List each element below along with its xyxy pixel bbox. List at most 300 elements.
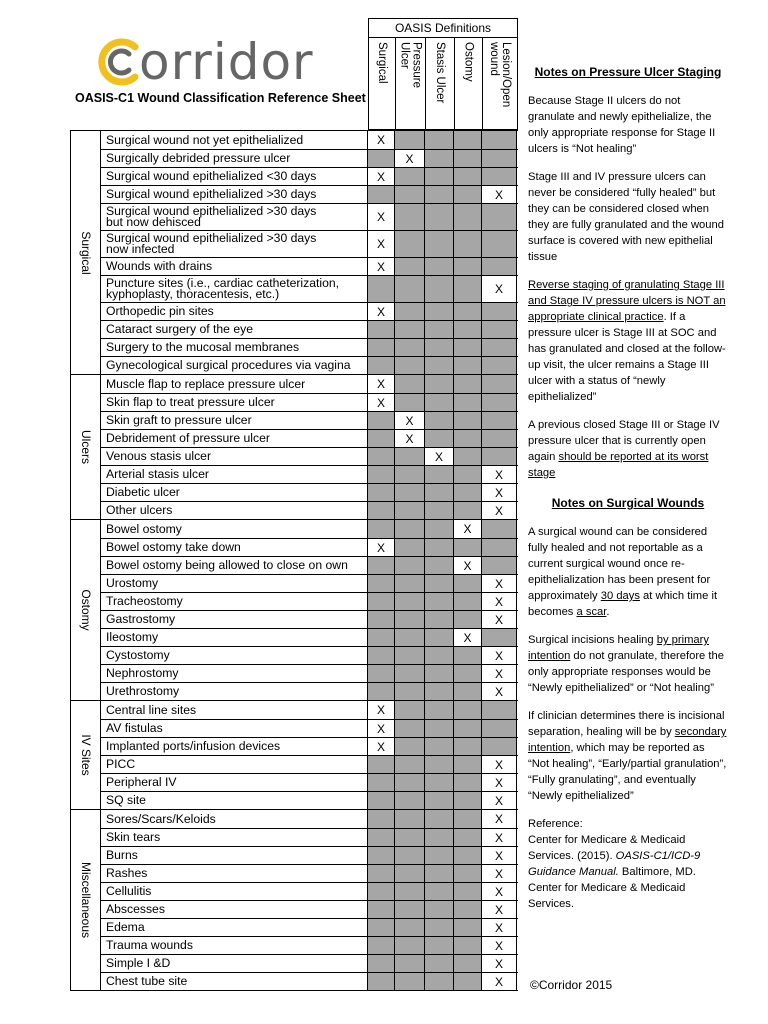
classification-cell xyxy=(454,502,482,519)
column-header-lesion-open-wound: Lesion/Open wound xyxy=(482,37,518,130)
section-label: IV Sites xyxy=(70,701,101,809)
classification-cell: X xyxy=(482,665,517,682)
row-label: AV fistulas xyxy=(101,720,368,737)
classification-cell: X xyxy=(368,168,395,185)
table-row xyxy=(101,257,518,275)
classification-cell xyxy=(454,919,482,936)
classification-cell xyxy=(425,204,454,230)
classification-cell xyxy=(482,720,517,737)
classification-cell xyxy=(395,774,425,791)
row-label: Ileostomy xyxy=(101,629,368,646)
classification-cell xyxy=(454,955,482,972)
classification-cell xyxy=(454,810,482,828)
row-label: Nephrostomy xyxy=(101,665,368,682)
section-surgical xyxy=(70,130,518,375)
classification-cell xyxy=(425,937,454,954)
classification-cell xyxy=(395,955,425,972)
classification-cell xyxy=(395,792,425,809)
classification-cell xyxy=(425,231,454,257)
classification-cell xyxy=(425,792,454,809)
classification-cell: X xyxy=(482,186,517,203)
classification-cell xyxy=(454,973,482,990)
table-row xyxy=(101,610,518,628)
table-row xyxy=(101,719,518,737)
classification-cell xyxy=(454,829,482,846)
classification-cell xyxy=(395,357,425,374)
classification-cell: X xyxy=(368,394,395,411)
classification-cell xyxy=(482,394,517,411)
row-label: Venous stasis ulcer xyxy=(101,448,368,465)
classification-cell xyxy=(425,901,454,918)
classification-cell xyxy=(482,738,517,755)
section-label: Ulcers xyxy=(70,375,101,519)
classification-cell: X xyxy=(482,276,517,302)
table-row xyxy=(101,447,518,465)
table-row xyxy=(101,882,518,900)
classification-cell xyxy=(368,883,395,900)
classification-cell: X xyxy=(482,484,517,501)
classification-cell xyxy=(454,258,482,275)
table-row xyxy=(101,520,518,538)
classification-cell: X xyxy=(395,430,425,447)
classification-cell xyxy=(454,865,482,882)
classification-cell xyxy=(368,357,395,374)
classification-cell xyxy=(395,738,425,755)
classification-cell xyxy=(454,611,482,628)
classification-cell xyxy=(454,131,482,149)
classification-cell xyxy=(454,683,482,700)
row-label: SQ site xyxy=(101,792,368,809)
classification-cell xyxy=(395,204,425,230)
row-label: Surgical wound epithelialized >30 days xyxy=(101,186,368,203)
classification-cell xyxy=(368,575,395,592)
classification-cell xyxy=(425,258,454,275)
pressure-ulcer-note-4: A previous closed Stage III or Stage IV pressure ulcer that is currently open again should be reported at its worst stage xyxy=(528,419,720,479)
classification-cell xyxy=(425,683,454,700)
column-header-stasis-ulcer: Stasis Ulcer xyxy=(425,37,455,130)
classification-cell xyxy=(454,937,482,954)
row-label: Surgically debrided pressure ulcer xyxy=(101,150,368,167)
table-row xyxy=(101,864,518,882)
classification-cell xyxy=(425,276,454,302)
classification-cell xyxy=(368,973,395,990)
classification-cell xyxy=(368,901,395,918)
classification-cell: X xyxy=(482,575,517,592)
classification-cell xyxy=(395,629,425,646)
table-row xyxy=(101,810,518,828)
classification-cell xyxy=(454,883,482,900)
classification-cell xyxy=(395,847,425,864)
notes-column xyxy=(528,64,728,912)
table-row xyxy=(101,574,518,592)
classification-cell xyxy=(368,186,395,203)
classification-cell xyxy=(368,810,395,828)
table-row xyxy=(101,936,518,954)
classification-cell xyxy=(425,919,454,936)
classification-cell: X xyxy=(368,258,395,275)
classification-cell xyxy=(425,865,454,882)
classification-cell xyxy=(368,919,395,936)
table-row xyxy=(101,356,518,374)
classification-cell xyxy=(395,575,425,592)
row-label: Bowel ostomy xyxy=(101,520,368,538)
classification-cell xyxy=(454,231,482,257)
classification-cell: X xyxy=(368,539,395,556)
classification-cell: X xyxy=(482,919,517,936)
row-label: Bowel ostomy being allowed to close on own xyxy=(101,557,368,574)
row-label: Cataract surgery of the eye xyxy=(101,321,368,338)
row-label: Surgical wound epithelialized <30 days xyxy=(101,168,368,185)
classification-cell xyxy=(425,430,454,447)
section-label: Surgical xyxy=(70,131,101,374)
classification-cell xyxy=(395,973,425,990)
classification-cell xyxy=(425,375,454,393)
classification-cell: X xyxy=(454,557,482,574)
classification-cell xyxy=(482,430,517,447)
classification-cell xyxy=(395,448,425,465)
classification-cell xyxy=(482,357,517,374)
table-row xyxy=(101,846,518,864)
classification-cell xyxy=(368,557,395,574)
table-row xyxy=(101,302,518,320)
classification-cell: X xyxy=(368,738,395,755)
classification-cell xyxy=(482,557,517,574)
classification-cell xyxy=(482,321,517,338)
section-label: Miscellaneous xyxy=(70,810,101,990)
table-row xyxy=(101,429,518,447)
row-label: Muscle flap to replace pressure ulcer xyxy=(101,375,368,393)
classification-cell xyxy=(425,357,454,374)
classification-cell xyxy=(368,647,395,664)
classification-cell xyxy=(368,412,395,429)
table-row xyxy=(101,465,518,483)
classification-cell xyxy=(425,321,454,338)
row-label: Bowel ostomy take down xyxy=(101,539,368,556)
classification-cell xyxy=(425,303,454,320)
classification-cell xyxy=(368,339,395,356)
classification-cell: X xyxy=(368,204,395,230)
classification-cell: X xyxy=(368,231,395,257)
row-label: Cystostomy xyxy=(101,647,368,664)
classification-cell xyxy=(425,973,454,990)
classification-cell xyxy=(454,792,482,809)
classification-cell xyxy=(454,539,482,556)
classification-cell xyxy=(425,150,454,167)
wound-classification-table xyxy=(70,130,518,991)
oasis-definitions-header: OASIS Definitions xyxy=(368,18,518,38)
row-label: Diabetic ulcer xyxy=(101,484,368,501)
section-ostomy xyxy=(70,520,518,701)
classification-cell xyxy=(368,865,395,882)
row-label: Surgical wound epithelialized >30 days but now dehisced xyxy=(101,204,368,230)
table-row xyxy=(101,773,518,791)
classification-cell: X xyxy=(482,901,517,918)
classification-cell xyxy=(425,394,454,411)
row-label: Surgical wound epithelialized >30 days now infected xyxy=(101,231,368,257)
table-row xyxy=(101,556,518,574)
table-row xyxy=(101,628,518,646)
classification-cell xyxy=(368,774,395,791)
classification-cell xyxy=(395,303,425,320)
classification-cell: X xyxy=(482,973,517,990)
row-label: Arterial stasis ulcer xyxy=(101,466,368,483)
classification-cell xyxy=(395,466,425,483)
classification-cell xyxy=(454,448,482,465)
classification-cell xyxy=(368,430,395,447)
classification-cell: X xyxy=(482,829,517,846)
table-row xyxy=(101,185,518,203)
table-row xyxy=(101,393,518,411)
classification-cell xyxy=(395,901,425,918)
classification-cell xyxy=(395,375,425,393)
table-row xyxy=(101,149,518,167)
classification-cell xyxy=(395,701,425,719)
classification-cell xyxy=(368,520,395,538)
row-label: Rashes xyxy=(101,865,368,882)
surgical-wound-note-3: If clinician determines there is incisional separation, healing will be by secondary intention, which may be reported as “Not healing”, “Early/partial granulation”, “Fully granulating”, and eventually “Newly epithelialized” xyxy=(528,710,727,802)
column-header-pressure-ulcer: Pressure Ulcer xyxy=(395,37,426,130)
classification-cell xyxy=(454,357,482,374)
classification-cell xyxy=(482,701,517,719)
classification-cell xyxy=(425,647,454,664)
classification-cell xyxy=(454,847,482,864)
classification-cell xyxy=(368,448,395,465)
classification-cell xyxy=(482,339,517,356)
table-row xyxy=(101,501,518,519)
classification-cell xyxy=(482,168,517,185)
classification-cell: X xyxy=(482,611,517,628)
classification-cell xyxy=(368,756,395,773)
classification-cell xyxy=(454,276,482,302)
table-row xyxy=(101,755,518,773)
surgical-wound-notes-heading: Notes on Surgical Wounds xyxy=(551,496,705,510)
row-label: Implanted ports/infusion devices xyxy=(101,738,368,755)
pressure-ulcer-note-3: Reverse staging of granulating Stage III and Stage IV pressure ulcers is NOT an appropriate clinical practice. If a pressure ulcer is Stage III at SOC and has granulated and closed at the follow-up visit, the ulcer remains a Stage III ulcer with a status of “newly epithelialized” xyxy=(528,279,726,403)
table-row xyxy=(101,538,518,556)
classification-cell xyxy=(368,502,395,519)
classification-cell: X xyxy=(482,774,517,791)
classification-cell xyxy=(454,466,482,483)
classification-cell xyxy=(454,738,482,755)
classification-cell xyxy=(368,955,395,972)
classification-cell xyxy=(395,647,425,664)
classification-cell xyxy=(395,231,425,257)
classification-cell xyxy=(395,520,425,538)
column-header-ostomy: Ostomy xyxy=(454,37,483,130)
pressure-ulcer-note-1: Because Stage II ulcers do not granulate and newly epithelialize, the only appropriate response for Stage II ulcers is “Not healing” xyxy=(528,95,716,155)
classification-cell: X xyxy=(482,647,517,664)
classification-cell xyxy=(482,539,517,556)
classification-cell xyxy=(482,448,517,465)
classification-cell xyxy=(425,738,454,755)
classification-cell xyxy=(395,829,425,846)
classification-cell xyxy=(454,665,482,682)
classification-cell xyxy=(454,720,482,737)
classification-cell xyxy=(395,810,425,828)
classification-cell xyxy=(368,792,395,809)
classification-cell: X xyxy=(454,520,482,538)
row-label: Skin flap to treat pressure ulcer xyxy=(101,394,368,411)
classification-cell xyxy=(395,756,425,773)
surgical-wound-note-1: A surgical wound can be considered fully healed and not reportable as a current surgical wound once re-epithelialization has been present for approximately 30 days at which time it becomes a scar. xyxy=(528,526,718,618)
classification-cell xyxy=(425,665,454,682)
classification-cell xyxy=(454,756,482,773)
row-label: Puncture sites (i.e., cardiac catheterization, kyphoplasty, thoracentesis, etc.) xyxy=(101,276,368,302)
table-row xyxy=(101,338,518,356)
classification-cell xyxy=(425,829,454,846)
classification-cell: X xyxy=(482,593,517,610)
classification-cell xyxy=(482,150,517,167)
table-row xyxy=(101,682,518,700)
table-row xyxy=(101,230,518,257)
table-row xyxy=(101,900,518,918)
classification-cell xyxy=(425,484,454,501)
table-row xyxy=(101,375,518,393)
classification-cell xyxy=(368,593,395,610)
classification-cell: X xyxy=(482,466,517,483)
column-header-surgical: Surgical xyxy=(368,37,396,130)
classification-cell xyxy=(482,303,517,320)
classification-cell xyxy=(395,484,425,501)
row-label: Trauma wounds xyxy=(101,937,368,954)
table-row xyxy=(101,701,518,719)
classification-cell xyxy=(368,276,395,302)
table-row xyxy=(101,411,518,429)
classification-cell: X xyxy=(482,847,517,864)
classification-cell: X xyxy=(482,756,517,773)
table-row xyxy=(101,918,518,936)
classification-cell: X xyxy=(482,683,517,700)
classification-cell: X xyxy=(368,720,395,737)
table-row xyxy=(101,791,518,809)
classification-cell xyxy=(368,150,395,167)
classification-cell xyxy=(395,131,425,149)
classification-cell xyxy=(395,168,425,185)
classification-cell: X xyxy=(368,701,395,719)
row-label: Simple I &D xyxy=(101,955,368,972)
classification-cell xyxy=(454,394,482,411)
classification-cell xyxy=(425,883,454,900)
logo-text: orridor xyxy=(139,33,314,91)
classification-cell xyxy=(368,665,395,682)
classification-cell xyxy=(482,131,517,149)
table-row xyxy=(101,828,518,846)
classification-cell xyxy=(425,339,454,356)
table-row xyxy=(101,203,518,230)
table-row xyxy=(101,664,518,682)
classification-cell: X xyxy=(482,810,517,828)
row-label: Central line sites xyxy=(101,701,368,719)
classification-cell xyxy=(395,502,425,519)
classification-cell: X xyxy=(368,131,395,149)
row-label: Gynecological surgical procedures via vagina xyxy=(101,357,368,374)
classification-cell xyxy=(425,539,454,556)
classification-cell: X xyxy=(395,150,425,167)
classification-cell xyxy=(454,321,482,338)
row-label: Urostomy xyxy=(101,575,368,592)
classification-cell xyxy=(425,847,454,864)
classification-cell xyxy=(454,593,482,610)
classification-cell xyxy=(395,339,425,356)
classification-cell: X xyxy=(368,303,395,320)
classification-cell xyxy=(425,756,454,773)
classification-cell xyxy=(454,303,482,320)
classification-cell: X xyxy=(368,375,395,393)
classification-cell xyxy=(482,375,517,393)
table-row xyxy=(101,167,518,185)
logo-c-mark xyxy=(95,37,141,87)
classification-cell xyxy=(395,937,425,954)
classification-cell xyxy=(454,575,482,592)
classification-cell xyxy=(454,701,482,719)
classification-cell xyxy=(395,258,425,275)
classification-cell: X xyxy=(482,937,517,954)
classification-cell xyxy=(368,611,395,628)
row-label: Skin tears xyxy=(101,829,368,846)
classification-cell xyxy=(395,683,425,700)
row-label: Debridement of pressure ulcer xyxy=(101,430,368,447)
row-label: Orthopedic pin sites xyxy=(101,303,368,320)
classification-cell xyxy=(425,701,454,719)
classification-cell xyxy=(425,131,454,149)
classification-cell xyxy=(368,847,395,864)
row-label: Burns xyxy=(101,847,368,864)
surgical-wound-note-2: Surgical incisions healing by primary intention do not granulate, therefore the only appropriate responses would be “Newly epithelialized” or “Not healing” xyxy=(528,634,724,694)
classification-cell xyxy=(425,520,454,538)
classification-cell xyxy=(395,720,425,737)
classification-cell: X xyxy=(482,883,517,900)
classification-cell xyxy=(395,883,425,900)
classification-cell xyxy=(454,412,482,429)
classification-cell xyxy=(425,720,454,737)
table-row xyxy=(101,483,518,501)
copyright: ©Corridor 2015 xyxy=(530,978,613,992)
classification-cell xyxy=(454,647,482,664)
classification-cell xyxy=(425,412,454,429)
row-label: Peripheral IV xyxy=(101,774,368,791)
classification-cell xyxy=(395,276,425,302)
classification-cell xyxy=(425,502,454,519)
row-label: Surgical wound not yet epithelialized xyxy=(101,131,368,149)
classification-cell xyxy=(425,774,454,791)
classification-cell xyxy=(425,611,454,628)
classification-cell xyxy=(454,375,482,393)
pressure-ulcer-notes-heading: Notes on Pressure Ulcer Staging xyxy=(534,65,722,79)
table-row xyxy=(101,737,518,755)
section-miscellaneous xyxy=(70,810,518,991)
classification-cell xyxy=(454,901,482,918)
classification-cell xyxy=(395,394,425,411)
row-label: Surgery to the mucosal membranes xyxy=(101,339,368,356)
classification-cell xyxy=(482,629,517,646)
classification-cell xyxy=(368,321,395,338)
classification-cell xyxy=(482,204,517,230)
classification-cell xyxy=(395,611,425,628)
classification-cell: X xyxy=(395,412,425,429)
classification-cell xyxy=(425,168,454,185)
row-label: Abscesses xyxy=(101,901,368,918)
classification-cell xyxy=(368,937,395,954)
classification-cell: X xyxy=(482,865,517,882)
classification-cell: X xyxy=(482,955,517,972)
classification-cell: X xyxy=(425,448,454,465)
classification-cell xyxy=(395,865,425,882)
classification-cell xyxy=(425,186,454,203)
section-ulcers xyxy=(70,375,518,520)
table-row xyxy=(101,592,518,610)
section-label: Ostomy xyxy=(70,520,101,700)
classification-cell xyxy=(368,629,395,646)
